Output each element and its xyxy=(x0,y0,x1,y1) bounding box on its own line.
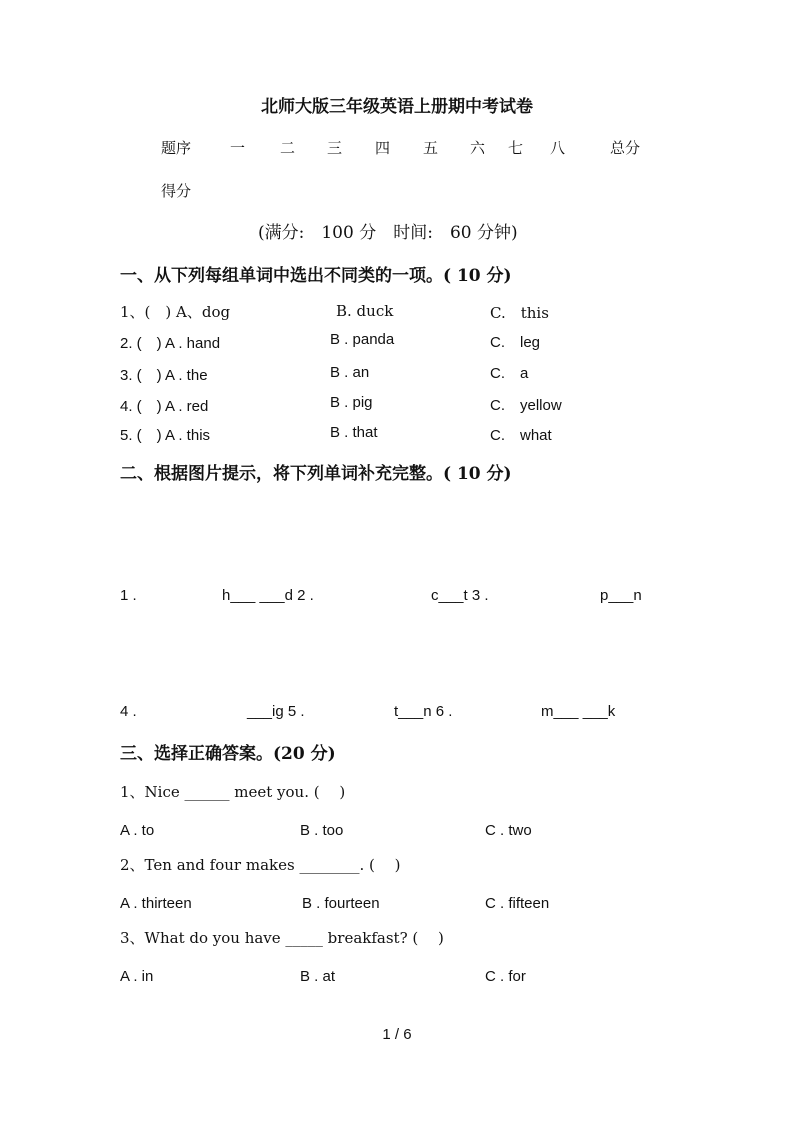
s1-item-4-b: B . pig xyxy=(330,394,373,411)
page-title: 北师大版三年级英语上册期中考试卷 xyxy=(261,97,533,117)
s1-item-4-c: C. yellow xyxy=(490,397,562,414)
s3-question-2: 2、Ten and four makes ________. ( ) xyxy=(120,856,401,874)
s3-q2-option-c: C . fifteen xyxy=(485,895,550,912)
s3-q1-option-c: C . two xyxy=(485,822,532,839)
score-col-5: 五 xyxy=(423,139,439,157)
s3-question-1: 1、Nice ______ meet you. ( ) xyxy=(120,783,346,801)
s3-q1-option-a: A . to xyxy=(120,822,155,839)
score-col-4: 四 xyxy=(375,139,391,157)
s1-item-5: 5. ( ) A . this xyxy=(120,427,211,444)
s1-item-2: 2. ( ) A . hand xyxy=(120,335,221,352)
s1-item-4: 4. ( ) A . red xyxy=(120,398,209,415)
s2-word-2: c___t 3 . xyxy=(431,587,489,604)
score-col-8: 八 xyxy=(550,139,566,157)
score-col-7: 七 xyxy=(508,139,524,157)
s2-word-5: t___n 6 . xyxy=(394,703,453,720)
s2-word-4: ___ig 5 . xyxy=(247,703,305,720)
s3-q3-option-c: C . for xyxy=(485,968,526,985)
s3-q3-option-b: B . at xyxy=(300,968,336,985)
s2-word-3: p___n xyxy=(600,587,642,604)
s1-item-1-c: C. this xyxy=(490,304,549,322)
score-col-3: 三 xyxy=(327,139,343,157)
s3-q2-option-b: B . fourteen xyxy=(302,895,380,912)
s1-item-2-c: C. leg xyxy=(490,334,541,351)
section1-heading: 一、从下列每组单词中选出不同类的一项。( 10 分) xyxy=(120,266,512,286)
s3-q2-option-a: A . thirteen xyxy=(120,895,192,912)
s1-item-1: 1、( ) A、dog xyxy=(120,303,231,321)
s1-item-3-c: C. a xyxy=(490,365,529,382)
section2-heading: 二、根据图片提示，将下列单词补充完整。( 10 分) xyxy=(120,464,512,484)
score-header-label: 题序 xyxy=(161,139,192,157)
s1-item-5-c: C. what xyxy=(490,427,552,444)
score-total-label: 总分 xyxy=(610,139,641,157)
s2-word-1: h___ ___d 2 . xyxy=(222,587,314,604)
s1-item-5-b: B . that xyxy=(330,424,378,441)
s1-item-3-b: B . an xyxy=(330,364,370,381)
s1-item-3: 3. ( ) A . the xyxy=(120,367,208,384)
exam-meta: (满分: 100 分 时间: 60 分钟) xyxy=(258,223,518,243)
page-number: 1 / 6 xyxy=(382,1026,412,1043)
score-row-label: 得分 xyxy=(161,182,192,200)
s3-q3-option-a: A . in xyxy=(120,968,154,985)
s1-item-2-b: B . panda xyxy=(330,331,395,348)
score-col-1: 一 xyxy=(230,139,246,157)
s3-q1-option-b: B . too xyxy=(300,822,344,839)
section3-heading: 三、选择正确答案。(20 分) xyxy=(120,744,336,764)
s2-row1-num: 1 . xyxy=(120,587,137,604)
s2-row2-num: 4 . xyxy=(120,703,137,720)
s2-word-6: m___ ___k xyxy=(541,703,616,720)
score-col-6: 六 xyxy=(470,139,486,157)
s3-question-3: 3、What do you have _____ breakfast? ( ) xyxy=(120,929,444,947)
score-col-2: 二 xyxy=(280,139,296,157)
s1-item-1-b: B. duck xyxy=(336,302,394,320)
